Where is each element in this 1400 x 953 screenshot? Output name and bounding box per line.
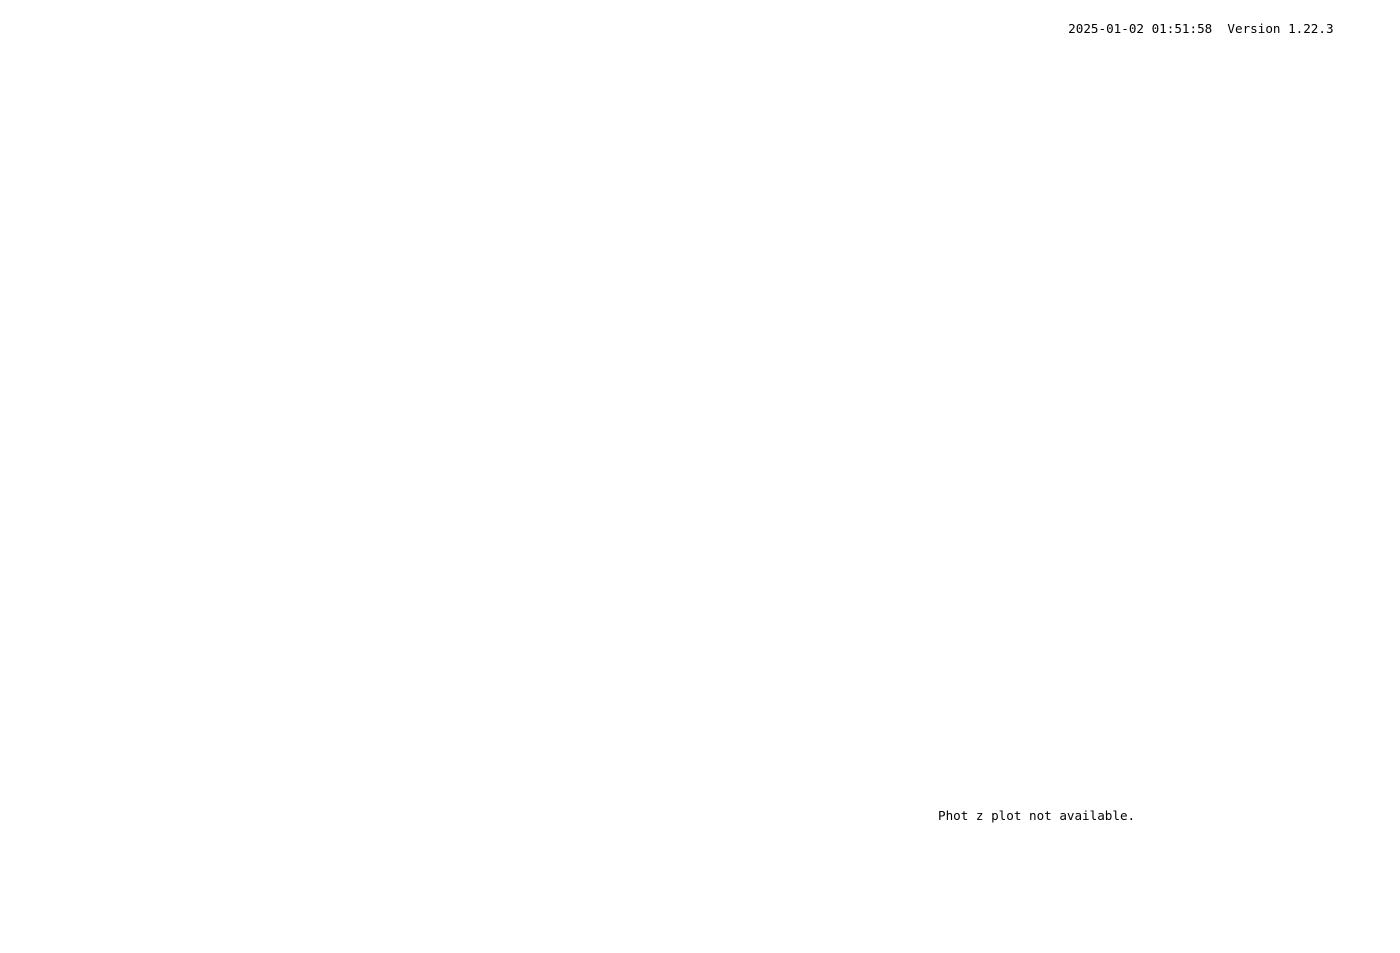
version-label: Version 1.22.3 <box>1227 21 1334 36</box>
line-fit-zoom-plot <box>1010 50 1306 230</box>
cutout-row <box>0 510 1400 740</box>
photz-note: Phot z plot not available. <box>938 808 1136 823</box>
header-datetime <box>1053 6 1334 36</box>
full-spectrum-plot <box>67 335 1312 453</box>
spectral-line-labels <box>67 256 1312 347</box>
timestamp: 2025-01-02 01:51:58 <box>1068 21 1213 36</box>
full-spectrum-panel <box>67 335 1312 465</box>
